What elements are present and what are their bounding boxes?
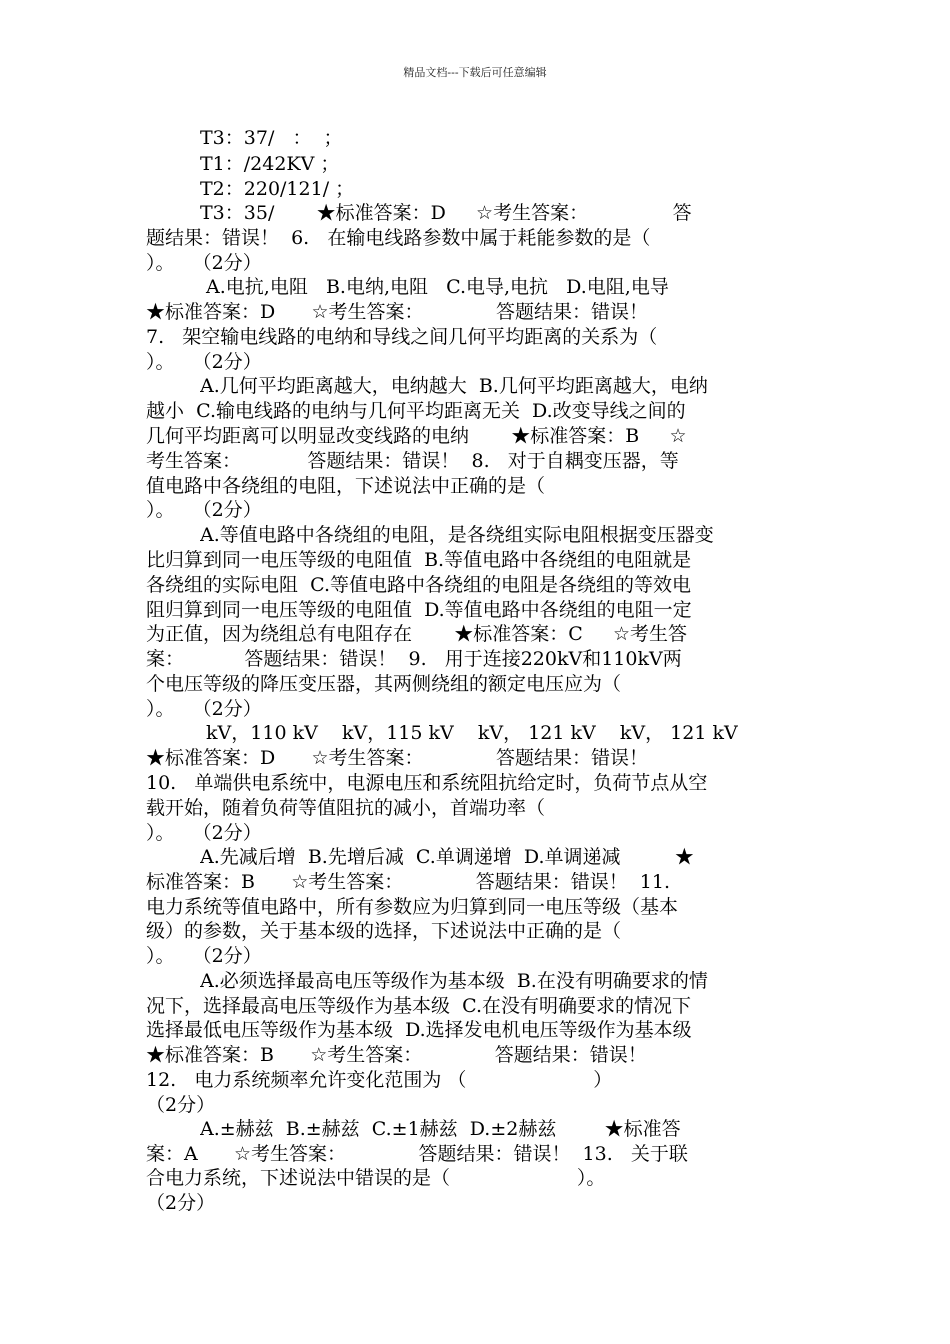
text-line: （2分） <box>146 1192 216 1214</box>
text-line: 值电路中各绕组的电阻，下述说法中正确的是（ <box>146 475 546 497</box>
text-line: 况下，选择最高电压等级作为基本级 C.在没有明确要求的情况下 <box>146 995 691 1017</box>
text-line: 12. 电力系统频率允许变化范围为 （ ） <box>146 1069 613 1091</box>
text-line: 案： 答题结果：错误！ 9. 用于连接220kV和110kV两 <box>146 648 682 670</box>
text-line: ）。 （2分） <box>146 698 262 720</box>
text-line: 电力系统等值电路中，所有参数应为归算到同一电压等级（基本 <box>146 896 679 918</box>
text-line: ）。 （2分） <box>146 351 262 373</box>
text-line: T3：37/ ： ； <box>200 127 343 149</box>
text-line: T1：/242KV ； <box>200 153 340 175</box>
text-line: ）。 （2分） <box>146 252 262 274</box>
text-line: T2：220/121/ ； <box>200 178 355 200</box>
text-line: A.等值电路中各绕组的电阻，是各绕组实际电阻根据变压器变 <box>200 524 714 546</box>
text-line: 题结果：错误！ 6. 在输电线路参数中属于耗能参数的是（ <box>146 227 651 249</box>
text-line: 级）的参数，关于基本级的选择，下述说法中正确的是（ <box>146 920 622 942</box>
text-line: ）。 （2分） <box>146 945 262 967</box>
text-line: T3：35/ ★标准答案：D ☆考生答案： 答 <box>200 202 692 224</box>
page-header: 精品文档---下载后可任意编辑 <box>403 66 547 79</box>
text-line: ）。 （2分） <box>146 822 262 844</box>
text-line: kV，110 kV kV，115 kV kV， 121 kV kV， 121 kV <box>200 722 738 744</box>
text-line: ★标准答案：D ☆考生答案： 答题结果：错误！ <box>146 301 648 323</box>
text-line: 几何平均距离可以明显改变线路的电纳 ★标准答案：B ☆ <box>146 425 687 447</box>
text-line: A.必须选择最高电压等级作为基本级 B.在没有明确要求的情 <box>200 970 708 992</box>
text-line: 各绕组的实际电阻 C.等值电路中各绕组的电阻是各绕组的等效电 <box>146 574 691 596</box>
text-line: 阻归算到同一电压等级的电阻值 D.等值电路中各绕组的电阻一定 <box>146 599 692 621</box>
text-line: 案：A ☆考生答案： 答题结果：错误！ 13. 关于联 <box>146 1143 688 1165</box>
text-line: 选择最低电压等级作为基本级 D.选择发电机电压等级作为基本级 <box>146 1019 692 1041</box>
text-line: ★标准答案：B ☆考生答案： 答题结果：错误！ <box>146 1044 647 1066</box>
text-line: ）。 （2分） <box>146 499 262 521</box>
text-line: A.±赫兹 B.±赫兹 C.±1赫兹 D.±2赫兹 ★标准答 <box>200 1118 681 1140</box>
text-line: A.几何平均距离越大，电纳越大 B.几何平均距离越大，电纳 <box>200 375 708 397</box>
text-line: 10. 单端供电系统中，电源电压和系统阻抗给定时，负荷节点从空 <box>146 772 708 794</box>
text-line: 载开始，随着负荷等值阻抗的减小，首端功率（ <box>146 797 546 819</box>
text-line: 合电力系统，下述说法中错误的是（ ）。 <box>146 1167 606 1189</box>
text-line: 考生答案： 答题结果：错误！ 8. 对于自耦变压器，等 <box>146 450 679 472</box>
text-line: A.先减后增 B.先增后减 C.单调递增 D.单调递减 ★ <box>200 846 694 868</box>
text-line: 越小 C.输电线路的电纳与几何平均距离无关 D.改变导线之间的 <box>146 400 686 422</box>
text-line: 标准答案：B ☆考生答案： 答题结果：错误！ 11. <box>146 871 671 893</box>
text-line: ★标准答案：D ☆考生答案： 答题结果：错误！ <box>146 747 648 769</box>
text-line: （2分） <box>146 1094 216 1116</box>
text-line: 个电压等级的降压变压器，其两侧绕组的额定电压应为（ <box>146 673 622 695</box>
text-line: 比归算到同一电压等级的电阻值 B.等值电路中各绕组的电阻就是 <box>146 549 692 571</box>
text-line: 7. 架空输电线路的电纳和导线之间几何平均距离的关系为（ <box>146 326 658 348</box>
text-line: A.电抗,电阻 B.电纳,电阻 C.电导,电抗 D.电阻,电导 <box>200 276 669 298</box>
text-line: 为正值，因为绕组总有电阻存在 ★标准答案：C ☆考生答 <box>146 623 688 645</box>
